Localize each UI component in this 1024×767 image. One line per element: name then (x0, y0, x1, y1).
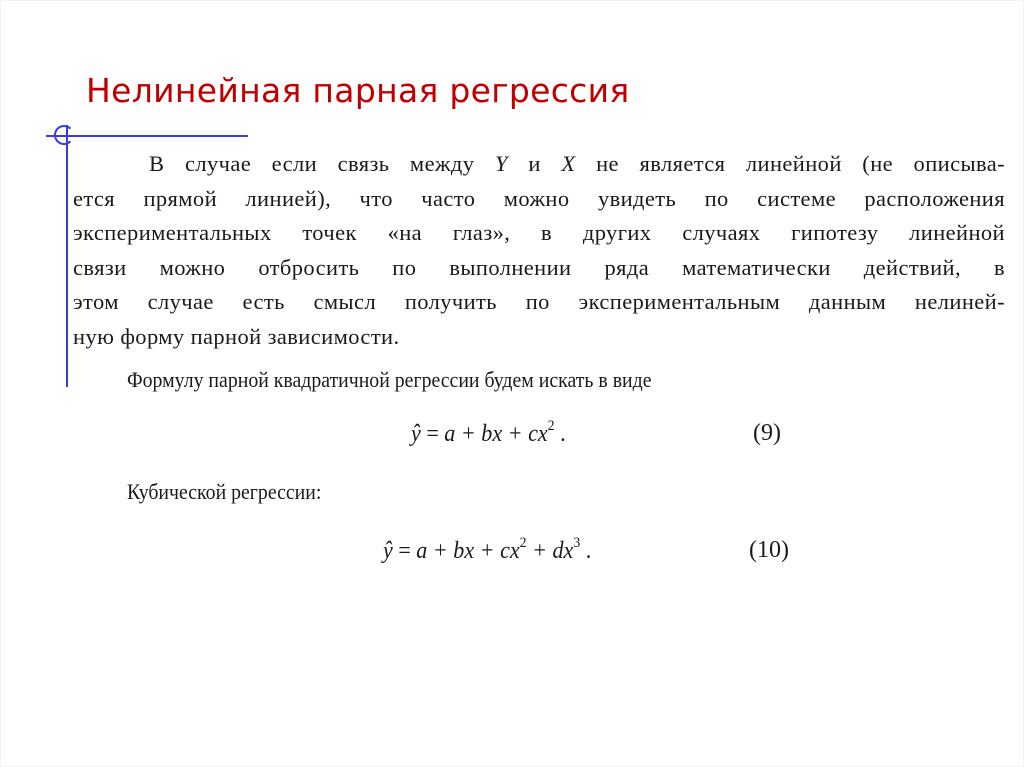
decorative-vertical-line (66, 125, 68, 387)
paragraph-line (73, 147, 1005, 182)
quadratic-intro: Формулу парной квадратичной регрессии будем искать в виде (127, 367, 652, 392)
cubic-formula (383, 535, 591, 565)
variable-y: Y (494, 151, 508, 176)
formula-power: 2 (519, 535, 527, 551)
paragraph-line: экспериментальных точек «на глаз», в других случаях гипотезу линейной (73, 220, 1005, 246)
paragraph-line: ную форму парной зависимости. (73, 323, 400, 349)
quadratic-formula (411, 418, 566, 448)
paragraph-line: этом случае есть смысл получить по экспериментальным данным нелиней- (73, 289, 1005, 315)
decorative-horizontal-line (46, 135, 248, 137)
cubic-intro: Кубической регрессии: (127, 479, 322, 504)
formula-lhs: ŷ (383, 538, 393, 564)
formula-terms: a + bx + cx (444, 421, 548, 447)
equation-number-9: (9) (753, 420, 781, 446)
decorative-circle-icon (54, 125, 74, 145)
formula-equals: = (420, 421, 445, 447)
variable-x: X (561, 151, 576, 176)
formula-power: 3 (573, 535, 581, 551)
text-fragment: и (507, 151, 562, 176)
text-fragment: В случае если связь между (149, 151, 495, 176)
text-fragment: не является линейной (не описыва- (575, 151, 1006, 176)
intro-paragraph (73, 147, 1005, 355)
equation-number-10: (10) (749, 537, 789, 563)
formula-equals: = (392, 538, 417, 564)
formula-end: . (580, 538, 592, 564)
paragraph-line: ется прямой линией), что часто можно увидеть по системе расположения (73, 185, 1005, 211)
formula-lhs: ŷ (411, 421, 421, 447)
formula-end: . (554, 421, 566, 447)
paragraph-line: связи можно отбросить по выполнении ряда математически действий, в (73, 254, 1005, 280)
slide-title: Нелинейная парная регрессия (86, 71, 630, 110)
formula-terms: + dx (526, 538, 574, 564)
formula-terms: a + bx + cx (416, 538, 520, 564)
formula-power: 2 (547, 418, 555, 434)
